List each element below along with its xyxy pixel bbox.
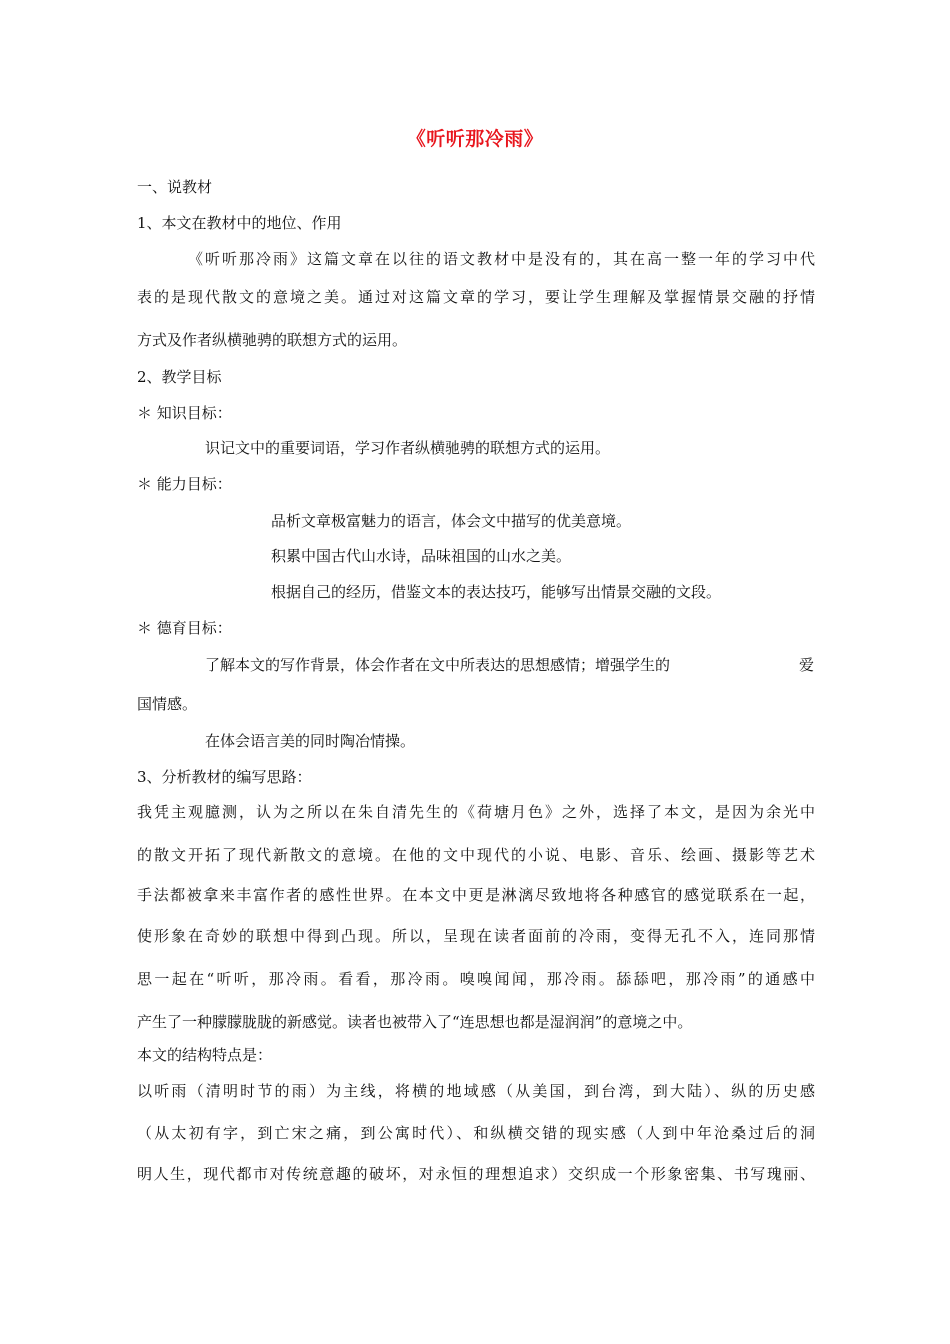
paragraph-line: 表的是现代散文的意境之美。通过对这篇文章的学习，要让学生理解及掌握情景交融的抒情 xyxy=(137,288,815,306)
goal-label: ＊ 能力目标： xyxy=(137,475,232,493)
paragraph-line: 使形象在奇妙的联想中得到凸现。所以，呈现在读者面前的冷雨，变得无孔不入，连同那情 xyxy=(137,927,815,945)
goal-label: ＊ 德育目标： xyxy=(137,619,232,637)
paragraph-line: 明人生，现代都市对传统意趣的破坏，对永恒的理想追求）交织成一个形象密集、书写瑰丽、 xyxy=(137,1165,815,1183)
paragraph-line: 的散文开拓了现代新散文的意境。在他的文中现代的小说、电影、音乐、绘画、摄影等艺术 xyxy=(137,846,815,864)
subsection-heading: 2、教学目标 xyxy=(137,368,222,386)
goal-text: 爱 xyxy=(799,656,815,674)
subsection-heading: 1、本文在教材中的地位、作用 xyxy=(137,214,342,232)
paragraph-line: 以听雨（清明时节的雨）为主线，将横的地域感（从美国，到台湾，到大陆）、纵的历史感 xyxy=(137,1082,815,1100)
subsection-heading: 本文的结构特点是： xyxy=(137,1046,273,1064)
paragraph-line: 《听听那冷雨》这篇文章在以往的语文教材中是没有的，其在高一整一年的学习中代 xyxy=(188,250,815,268)
paragraph-line: 思一起在“听听，那冷雨。看看，那冷雨。嗅嗅闻闻，那冷雨。舔舔吧，那冷雨”的通感中 xyxy=(137,970,815,988)
paragraph-line: 手法都被拿来丰富作者的感性世界。在本文中更是淋漓尽致地将各种感官的感觉联系在一起， xyxy=(137,886,815,904)
goal-text: 识记文中的重要词语，学习作者纵横驰骋的联想方式的运用。 xyxy=(205,439,611,457)
goal-text: 国情感。 xyxy=(137,695,198,713)
section-heading: 一、说教材 xyxy=(137,178,213,196)
subsection-heading: 3、分析教材的编写思路： xyxy=(137,768,312,786)
goal-text: 了解本文的写作背景，体会作者在文中所表达的思想感情；增强学生的 xyxy=(205,656,671,674)
goal-item: 根据自己的经历，借鉴文本的表达技巧，能够写出情景交融的文段。 xyxy=(271,583,722,601)
paragraph-line: 方式及作者纵横驰骋的联想方式的运用。 xyxy=(137,331,408,349)
document-title: 《听听那冷雨》 xyxy=(406,128,544,150)
paragraph-line: 我凭主观臆测，认为之所以在朱自清先生的《荷塘月色》之外，选择了本文，是因为余光中 xyxy=(137,803,815,821)
paragraph-line: （从太初有字，到亡宋之痛，到公寓时代）、和纵横交错的现实感（人到中年沧桑过后的洞 xyxy=(137,1124,815,1142)
goal-item: 积累中国古代山水诗，品味祖国的山水之美。 xyxy=(271,547,572,565)
goal-item: 品析文章极富魅力的语言，体会文中描写的优美意境。 xyxy=(271,512,632,530)
goal-text: 在体会语言美的同时陶冶情操。 xyxy=(205,732,416,750)
paragraph-line: 产生了一种朦朦胧胧的新感觉。读者也被带入了“连思想也都是湿润润”的意境之中。 xyxy=(137,1013,693,1031)
goal-label: ＊ 知识目标： xyxy=(137,404,232,422)
